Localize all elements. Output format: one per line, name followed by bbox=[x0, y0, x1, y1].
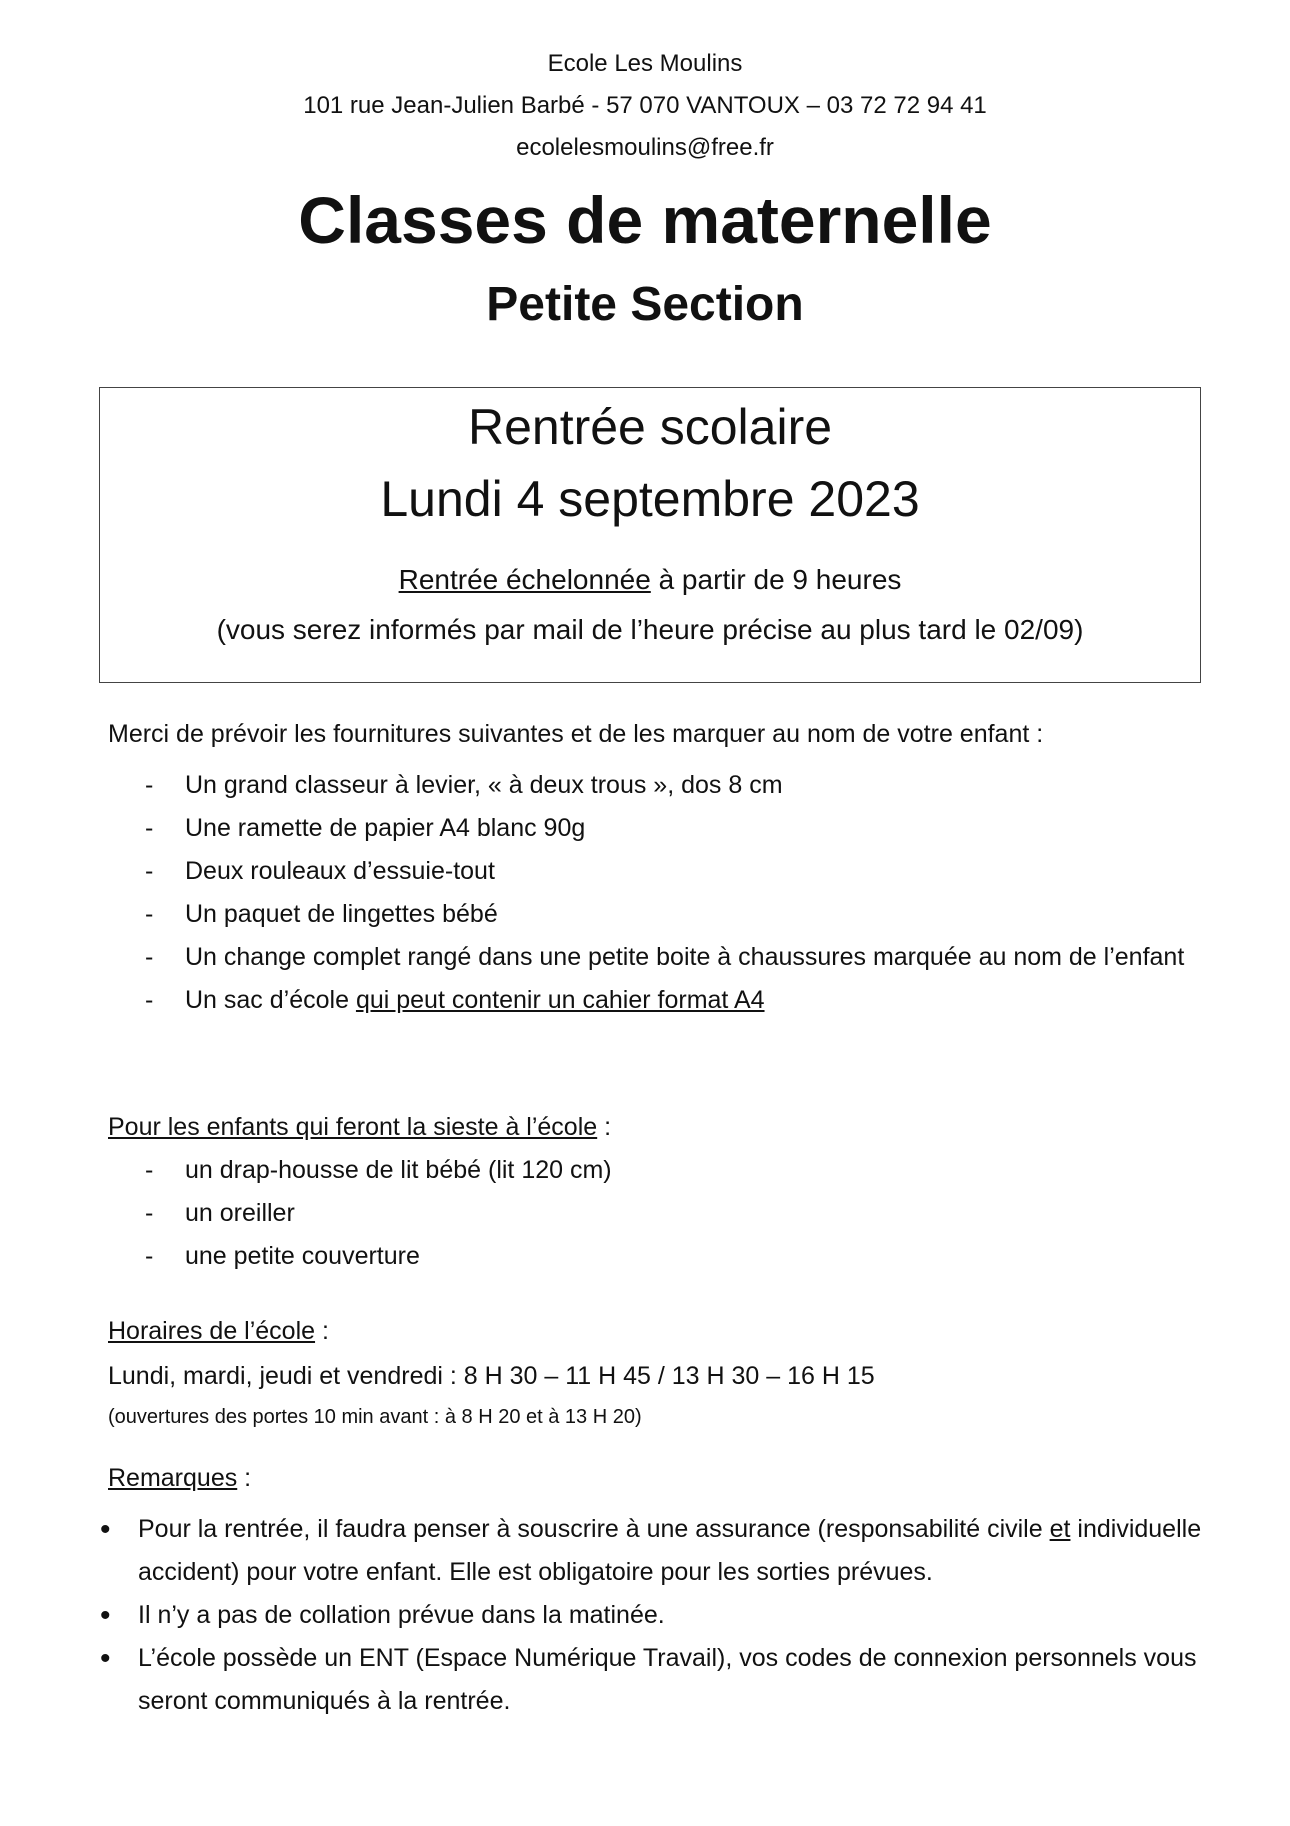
horaires-heading: Horaires de l’école bbox=[108, 1317, 316, 1345]
horaires-schedule: Lundi, mardi, jeudi et vendredi : 8 H 30 – 11 H 45 / 13 H 30 – 16 H 15 bbox=[108, 1362, 875, 1390]
rentree-title: Rentrée scolaire bbox=[467, 399, 833, 455]
sieste-heading-colon: : bbox=[597, 1113, 612, 1141]
horaires-heading-line bbox=[108, 1317, 329, 1346]
sieste-list bbox=[145, 1149, 1235, 1278]
sieste-heading: Pour les enfants qui feront la sieste à l’école bbox=[108, 1113, 598, 1141]
rentree-date: Lundi 4 septembre 2023 bbox=[380, 471, 920, 527]
remarque-item-assurance bbox=[100, 1508, 1218, 1594]
supplies-list bbox=[145, 764, 1235, 1022]
remarques-heading-line bbox=[108, 1464, 251, 1493]
remarques-heading-colon: : bbox=[237, 1464, 252, 1492]
supply-item: - Deux rouleaux d’essuie-tout bbox=[145, 850, 1235, 893]
supply-bag-requirement: qui peut contenir un cahier format A4 bbox=[355, 986, 765, 1014]
supply-bag-text: Un sac d’école bbox=[185, 986, 356, 1014]
sieste-heading-line bbox=[108, 1113, 611, 1142]
horaires-heading-colon: : bbox=[315, 1317, 329, 1345]
supply-item-bag bbox=[145, 979, 1235, 1022]
rentree-staggered-info bbox=[100, 564, 1200, 596]
horaires-doors: (ouvertures des portes 10 min avant : à 8 H 20 et à 13 H 20) bbox=[108, 1406, 642, 1428]
remarque-assurance-text-end: individuelle accident) pour votre enfant. Elle est obligatoire pour les sorties prévues. bbox=[138, 1515, 1202, 1586]
document-subtitle: Petite Section bbox=[486, 278, 804, 331]
sieste-item: - un oreiller bbox=[145, 1192, 1235, 1235]
sieste-item: - un drap-housse de lit bébé (lit 120 cm) bbox=[145, 1149, 1235, 1192]
school-email: ecolelesmoulins@free.fr bbox=[516, 134, 774, 161]
remarque-assurance-text: Pour la rentrée, il faudra penser à souscrire à une assurance (responsabilité civile bbox=[138, 1515, 1050, 1543]
supplies-intro: Merci de prévoir les fournitures suivantes et de les marquer au nom de votre enfant : bbox=[108, 720, 1044, 748]
supply-item: - Une ramette de papier A4 blanc 90g bbox=[145, 807, 1235, 850]
remarques-heading: Remarques bbox=[108, 1464, 238, 1492]
remarque-item-collation: • Il n’y a pas de collation prévue dans la matinée. bbox=[100, 1594, 1218, 1637]
rentree-staggered-label: Rentrée échelonnée bbox=[398, 564, 651, 595]
school-name: Ecole Les Moulins bbox=[547, 50, 743, 77]
remarques-list bbox=[100, 1508, 1218, 1723]
supply-item: - Un grand classeur à levier, « à deux trous », dos 8 cm bbox=[145, 764, 1235, 807]
sieste-item: - une petite couverture bbox=[145, 1235, 1235, 1278]
remarque-item-ent: • L’école possède un ENT (Espace Numérique Travail), vos codes de connexion personnels vous seront communiqués à la rentrée. bbox=[100, 1637, 1218, 1723]
rentree-box bbox=[99, 387, 1201, 683]
rentree-note: (vous serez informés par mail de l’heure précise au plus tard le 02/09) bbox=[216, 614, 1084, 645]
supply-item: - Un paquet de lingettes bébé bbox=[145, 893, 1235, 936]
supply-item: - Un change complet rangé dans une petite boite à chaussures marquée au nom de l’enfant bbox=[145, 936, 1235, 979]
remarque-assurance-et: et bbox=[1049, 1515, 1071, 1543]
rentree-staggered-time: à partir de 9 heures bbox=[650, 564, 902, 595]
school-address: 101 rue Jean-Julien Barbé - 57 070 VANTOUX – 03 72 72 94 41 bbox=[303, 92, 987, 119]
document-title: Classes de maternelle bbox=[298, 183, 992, 257]
